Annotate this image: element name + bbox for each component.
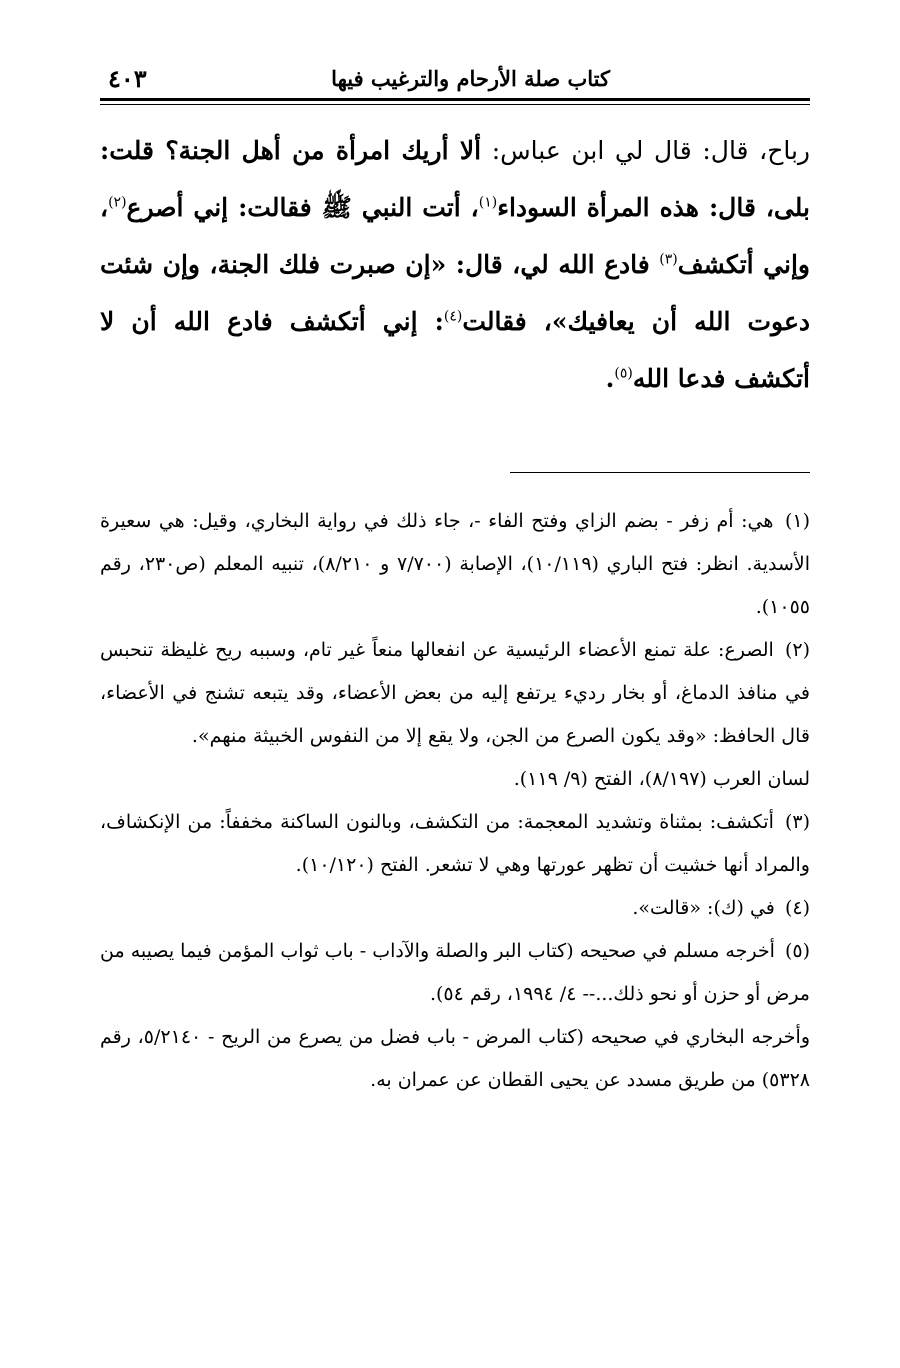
footnote-text: الصرع: علة تمنع الأعضاء الرئيسية عن انفعالها منعاً غير تام، وسببه ريح غليظة تنحبس في منافذ الدماغ، أو بخار رديء يرتفع إليه من بعض الأعضاء، وقد يتبعه تشنج في الأعضاء، قال الحافظ: «وقد يكون الصرع من الجن، ولا يقع إلا من النفوس الخبيثة منهم». xyxy=(100,639,810,747)
footnote-3 xyxy=(100,801,810,887)
header-title: كتاب صلة الأرحام والترغيب فيها xyxy=(331,66,610,91)
footnote-ref[interactable]: (٢) xyxy=(108,194,127,211)
footnote-number: (١) xyxy=(784,510,810,532)
footnote-text: أخرجه مسلم في صحيحه (كتاب البر والصلة والآداب - باب ثواب المؤمن فيما يصيبه من مرض أو حزن أو نحو ذلك...-- ٤/ ١٩٩٤، رقم ٥٤). xyxy=(100,940,810,1005)
footnote-1 xyxy=(100,500,810,629)
running-header xyxy=(100,62,810,96)
hadith-text: ألا أريك امرأة من أهل الجنة؟ قلت: بلى، قال: هذه المرأة السوداء xyxy=(100,136,810,222)
footnote-text: أتكشف: بمثناة وتشديد المعجمة: من التكشف، وبالنون الساكنة مخففاً: من الإنكشاف، والمراد أنها خشيت أن تظهر عورتها وهي لا تشعر. الفتح (١٠/١٢٠). xyxy=(100,811,810,876)
hadith-text: ، وإني أتكشف xyxy=(100,193,810,279)
footnote-5-continued xyxy=(100,1016,810,1102)
footnote-text: هي: أم زفر - بضم الزاي وفتح الفاء -، جاء ذلك في رواية البخاري، وقيل: هي سعيرة الأسدية. انظر: فتح الباري (١٠/١١٩)، الإصابة (٧/٧٠٠ و ٨/٢١٠)، تنبيه المعلم (ص٢٣٠، رقم ١٠٥٥). xyxy=(100,510,810,618)
footnotes xyxy=(100,500,810,1102)
main-text xyxy=(100,122,810,407)
footnote-number: (٢) xyxy=(784,639,810,661)
footnote-2-source xyxy=(100,758,810,801)
footnote-ref[interactable]: (٤) xyxy=(443,308,463,325)
footnote-text: وأخرجه البخاري في صحيحه (كتاب المرض - باب فضل من يصرع من الريح - ٥/٢١٤٠، رقم ٥٣٢٨) من طريق مسدد عن يحيى القطان عن عمران به. xyxy=(100,1026,810,1091)
footnote-text: لسان العرب (٨/١٩٧)، الفتح (٩/ ١١٩). xyxy=(513,768,810,790)
hadith-text: فادع الله لي، قال: «إن صبرت فلك الجنة، وإن شئت دعوت الله أن يعافيك»، فقالت xyxy=(100,250,810,336)
text-segment: رباح، قال: قال لي ابن عباس: xyxy=(481,136,810,165)
header-rule xyxy=(100,98,810,101)
hadith-text: ، أتت النبي ﷺ فقالت: إني أصرع xyxy=(126,193,479,222)
page-number: ٤٠٣ xyxy=(108,64,147,93)
footnote-number: (٣) xyxy=(784,811,810,833)
footnote-4 xyxy=(100,887,810,930)
footnote-number: (٤) xyxy=(784,897,810,919)
footnote-5 xyxy=(100,930,810,1016)
hadith-text: . xyxy=(605,364,615,393)
hadith-text: : إني أتكشف فادع الله أن لا أتكشف فدعا الله xyxy=(100,307,810,393)
header-rule-thin xyxy=(100,104,810,105)
footnote-ref[interactable]: (٥) xyxy=(614,365,633,382)
footnote-separator xyxy=(510,472,810,473)
footnote-ref[interactable]: (٣) xyxy=(659,251,678,268)
footnote-ref[interactable]: (١) xyxy=(478,194,498,211)
main-paragraph xyxy=(100,122,810,407)
footnote-number: (٥) xyxy=(784,940,810,962)
footnote-2 xyxy=(100,629,810,758)
footnote-text: في (ك): «قالت». xyxy=(632,897,775,919)
